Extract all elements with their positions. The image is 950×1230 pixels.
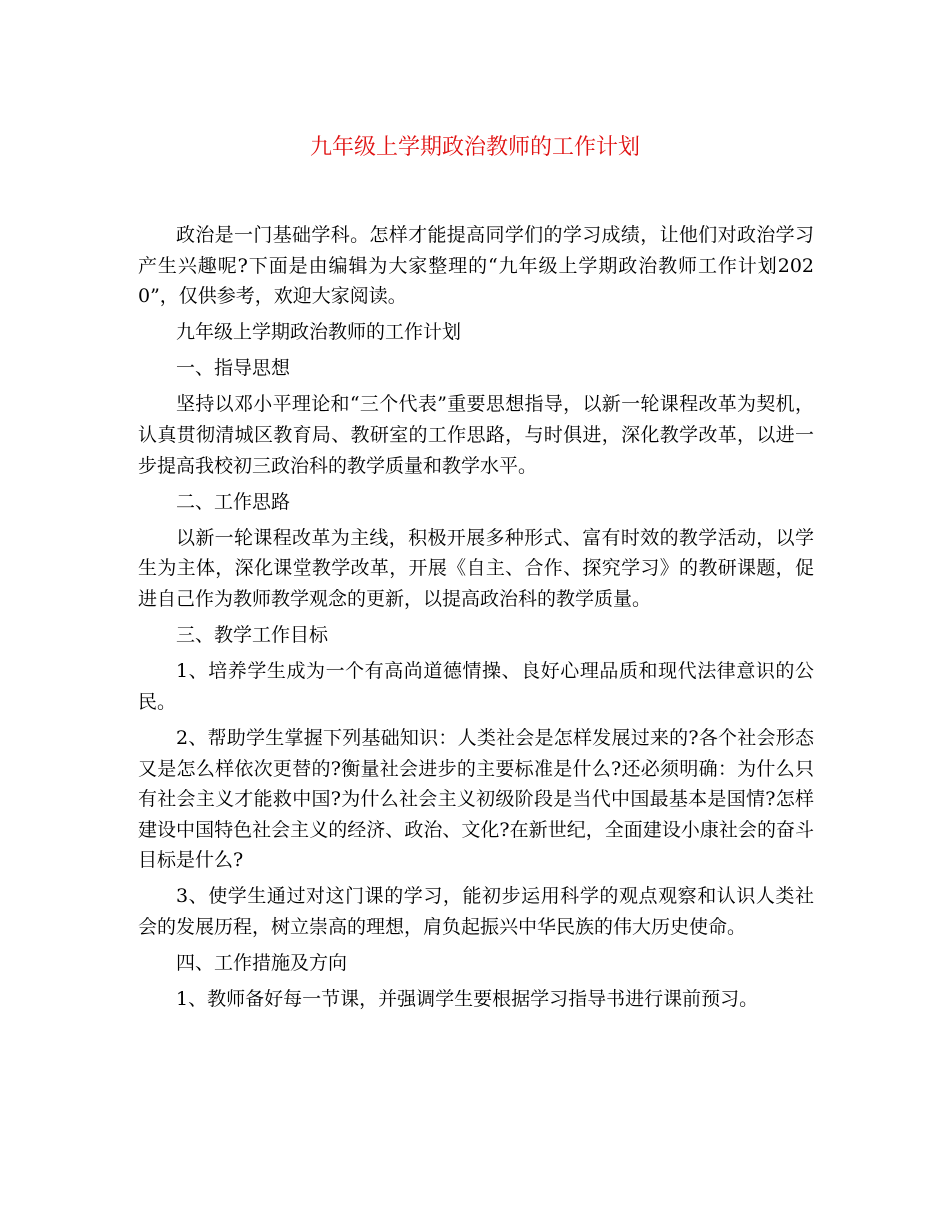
document-title: 九年级上学期政治教师的工作计划 <box>309 135 640 160</box>
work-approach-paragraph: 以新一轮课程改革为主线，积极开展多种形式、富有时效的教学活动，以学生为主体，深化课堂教学改革，开展《自主、合作、探究学习》的教研课题，促进自己作为教师教学观念的更新，以提高政治科的教学质量。 <box>138 526 814 611</box>
measure-item-1: 1、教师备好每一节课，并强调学生要根据学习指导书进行课前预习。 <box>176 988 759 1011</box>
intro-paragraph: 政治是一门基础学科。怎样才能提高同学们的学习成绩，让他们对政治学习产生兴趣呢?下面是由编辑为大家整理的“九年级上学期政治教师工作计划2020”，仅供参考，欢迎大家阅读。 <box>138 224 814 308</box>
guiding-thought-paragraph: 坚持以邓小平理论和“三个代表”重要思想指导，以新一轮课程改革为契机，认真贯彻清城区教育局、教研室的工作思路，与时俱进，深化教学改革，以进一步提高我校初三政治科的教学质量和教学水平。 <box>138 393 814 477</box>
section-heading-measures: 四、工作措施及方向 <box>176 952 348 975</box>
goal-item-1: 1、培养学生成为一个有高尚道德情操、良好心理品质和现代法律意识的公民。 <box>138 660 814 713</box>
section-heading-teaching-goals: 三、教学工作目标 <box>176 624 329 647</box>
goal-item-2: 2、帮助学生掌握下列基础知识：人类社会是怎样发展过来的?各个社会形态又是怎么样依次更替的?衡量社会进步的主要标准是什么?还必须明确：为什么只有社会主义才能救中国?为什么社会主义初级阶段是当代中国最基本是国情?怎样建设中国特色社会主义的经济、政治、文化?在新世纪，全面建设小康社会的奋斗目标是什么? <box>138 726 814 872</box>
plan-heading: 九年级上学期政治教师的工作计划 <box>176 321 462 344</box>
goal-item-3: 3、使学生通过对这门课的学习，能初步运用科学的观点观察和认识人类社会的发展历程，树立崇高的理想，肩负起振兴中华民族的伟大历史使命。 <box>138 885 814 938</box>
section-heading-work-approach: 二、工作思路 <box>176 490 291 513</box>
document-body <box>138 220 814 1020</box>
section-heading-guiding-thought: 一、指导思想 <box>176 357 291 380</box>
